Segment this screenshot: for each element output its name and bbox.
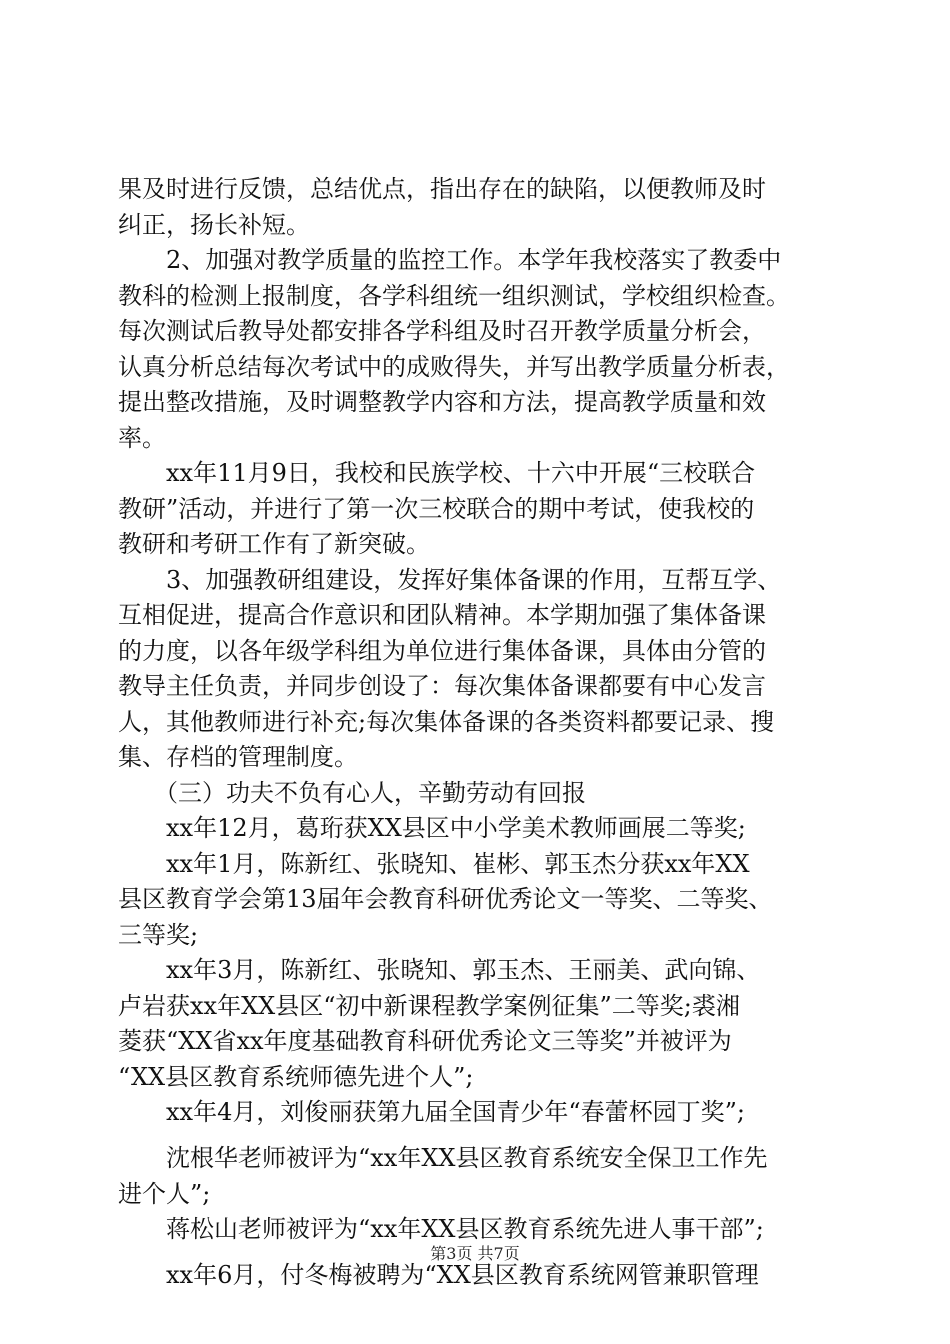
text-line: “XX县区教育系统师德先进个人”; xyxy=(118,1062,474,1091)
text-line: 教导主任负责，并同步创设了：每次集体备课都要有中心发言 xyxy=(118,672,766,700)
text-line: 率。 xyxy=(118,423,166,452)
text-line: 互相促进，提高合作意识和团队精神。本学期加强了集体备课 xyxy=(118,601,766,629)
text-line: xx年4月，刘俊丽获第九届全国青少年“春蕾杯园丁奖”; xyxy=(118,1098,745,1126)
text-line: 教研”活动，并进行了第一次三校联合的期中考试，使我校的 xyxy=(118,494,755,523)
text-line: 菱获“XX省xx年度基础教育科研优秀论文三等奖”并被评为 xyxy=(118,1027,732,1055)
text-line: xx年12月，葛珩获XX县区中小学美术教师画展二等奖; xyxy=(118,814,746,842)
text-line: xx年1月，陈新红、张晓知、崔彬、郭玉杰分获xx年XX xyxy=(118,849,750,878)
page-number-footer: 第3页 共7页 xyxy=(430,1244,520,1263)
text-line: 果及时进行反馈，总结优点，指出存在的缺陷，以便教师及时 xyxy=(118,175,766,203)
text-line: 教科的检测上报制度，各学科组统一组织测试，学校组织检查。 xyxy=(118,281,790,310)
text-line: xx年6月，付冬梅被聘为“XX县区教育系统网管兼职管理 xyxy=(118,1261,759,1289)
text-line: 沈根华老师被评为“xx年XX县区教育系统安全保卫工作先 xyxy=(118,1144,768,1172)
text-line: 认真分析总结每次考试中的成败得失，并写出教学质量分析表， xyxy=(118,352,790,381)
text-line: xx年11月9日，我校和民族学校、十六中开展“三校联合 xyxy=(118,459,756,487)
text-line: 每次测试后教导处都安排各学科组及时召开教学质量分析会， xyxy=(118,317,766,345)
text-line: 县区教育学会第13届年会教育科研优秀论文一等奖、二等奖、 xyxy=(118,885,773,913)
document-body xyxy=(118,172,838,1294)
section-heading: （三）功夫不负有心人，辛勤劳动有回报 xyxy=(118,778,586,807)
text-line: 教研和考研工作有了新突破。 xyxy=(118,530,430,558)
text-line: 2、加强对教学质量的监控工作。本学年我校落实了教委中 xyxy=(118,246,782,274)
text-line: xx年3月，陈新红、张晓知、郭玉杰、王丽美、武向锦、 xyxy=(118,956,761,984)
text-line: 提出整改措施，及时调整教学内容和方法，提高教学质量和效 xyxy=(118,388,766,416)
text-line: 卢岩获xx年XX县区“初中新课程教学案例征集”二等奖;裘湘 xyxy=(118,991,740,1020)
text-line: 进个人”; xyxy=(118,1179,211,1208)
text-line: 的力度，以各年级学科组为单位进行集体备课，具体由分管的 xyxy=(118,636,766,665)
text-line: 人，其他教师进行补充;每次集体备课的各类资料都要记录、搜 xyxy=(118,707,775,736)
text-line: 纠正，扬长补短。 xyxy=(118,210,310,239)
text-line: 3、加强教研组建设，发挥好集体备课的作用，互帮互学、 xyxy=(118,565,782,594)
text-line: 集、存档的管理制度。 xyxy=(118,743,358,771)
text-line: 蒋松山老师被评为“xx年XX县区教育系统先进人事干部”; xyxy=(118,1215,764,1243)
text-line: 三等奖; xyxy=(118,920,199,949)
